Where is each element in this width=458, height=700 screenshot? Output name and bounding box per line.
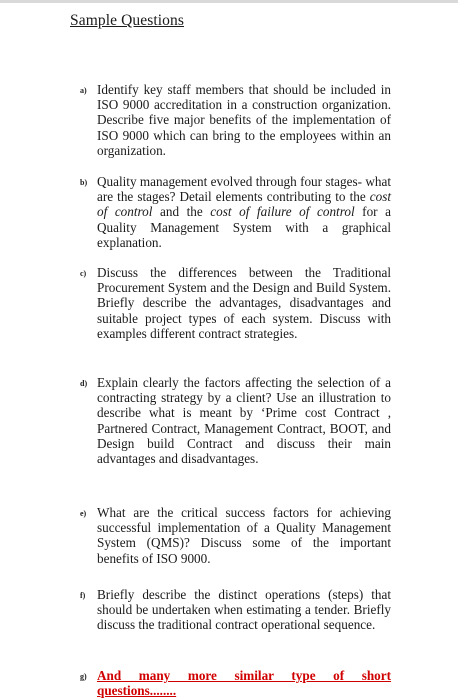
question-marker: e): [80, 509, 87, 518]
highlight-line: And many more similar type of short: [97, 668, 391, 683]
question-f: [80, 587, 391, 633]
question-text: What are the critical success factors for achieving successful implementation of a Quality Management System (QMS)? Discuss some of the important benefits of ISO 9000.: [97, 505, 391, 566]
question-text: Discuss the differences between the Traditional Procurement System and the Design and Build System. Briefly describe the advantages, disadvantages and suitable project types of each system. Discuss with examples different contract strategies.: [97, 265, 391, 341]
question-d: [80, 375, 391, 466]
top-border: [0, 0, 458, 3]
question-marker: d): [80, 379, 88, 388]
question-a: [80, 82, 391, 158]
question-b: [80, 174, 391, 250]
question-text: Quality management evolved through four stages- what are the stages? Detail elements contributing to the cost of control and the cost of failure of control for a Quality Management System with a graphical explanation.: [97, 174, 391, 250]
question-text: Identify key staff members that should be included in ISO 9000 accreditation in a construction organization. Describe five major benefits of the implementation of ISO 9000 which can bring to the employees within an organization.: [97, 82, 391, 158]
emphasis-cost-of-control: cost of control: [97, 189, 391, 220]
highlight-line-end: questions........: [97, 683, 177, 699]
question-marker: g): [80, 672, 87, 681]
question-marker: c): [80, 269, 87, 278]
question-c: [80, 265, 391, 341]
page-title: Sample Questions: [70, 12, 184, 29]
question-marker: f): [80, 591, 86, 600]
question-marker: a): [80, 86, 87, 95]
question-text: Briefly describe the distinct operations (steps) that should be undertaken when estimating a tender. Briefly discuss the traditional contract operational sequence.: [97, 587, 391, 633]
emphasis-cost-of-failure: cost of failure of control: [210, 204, 355, 220]
question-text: [97, 668, 391, 698]
question-g: [80, 668, 391, 698]
question-text: Explain clearly the factors affecting the selection of a contracting strategy by a client? Use an illustration to describe what is meant by ‘Prime cost Contract , Partnered Contract, Management Contract, BOOT, and Design build Contract and discuss their main advantages and disadvantages.: [97, 375, 391, 467]
question-e: [80, 505, 391, 566]
question-marker: b): [80, 178, 88, 187]
